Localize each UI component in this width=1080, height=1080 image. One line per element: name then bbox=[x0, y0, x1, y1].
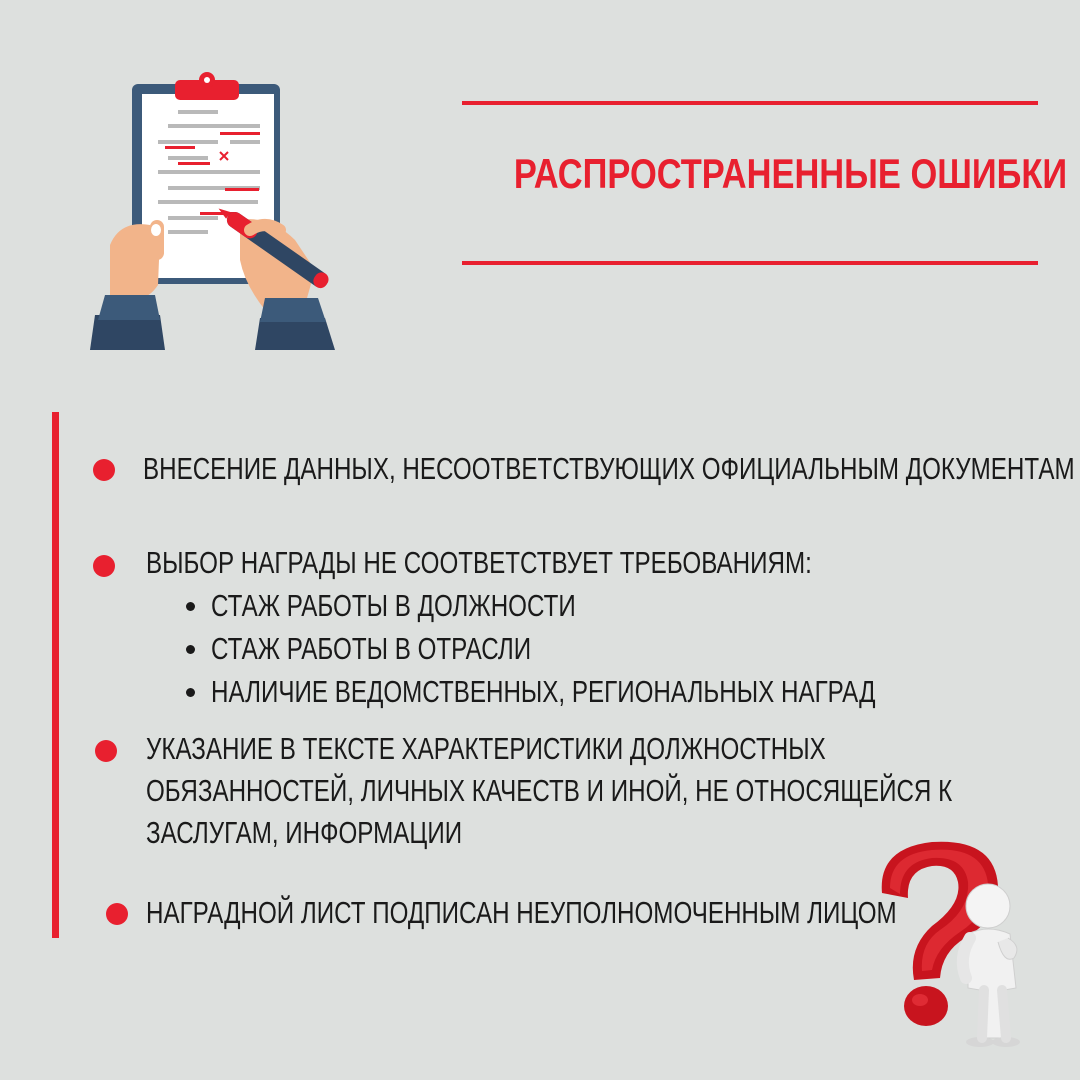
question-mark-person-icon bbox=[870, 838, 1060, 1050]
page-title: РАСПРОСТРАНЕННЫЕ ОШИБКИ bbox=[513, 150, 1068, 197]
sub-list-item-text: СТАЖ РАБОТЫ В ДОЛЖНОСТИ bbox=[211, 588, 576, 623]
bullet-dot bbox=[93, 555, 115, 577]
sub-list-item-text: СТАЖ РАБОТЫ В ОТРАСЛИ bbox=[211, 631, 532, 666]
list-item-text: НАГРАДНОЙ ЛИСТ ПОДПИСАН НЕУПОЛНОМОЧЕННЫМ ЛИЦОМ bbox=[146, 895, 897, 930]
sub-list-item bbox=[211, 670, 1063, 714]
title-top-rule bbox=[462, 101, 1038, 105]
sub-bullet-dot bbox=[186, 645, 195, 654]
list-item-continuation bbox=[146, 811, 551, 855]
title-bottom-rule bbox=[462, 261, 1038, 265]
list-item bbox=[146, 727, 1017, 771]
list-item-text-line: УКАЗАНИЕ В ТЕКСТЕ ХАРАКТЕРИСТИКИ ДОЛЖНОСТНЫХ bbox=[146, 731, 826, 766]
clipboard-hands-pen-icon bbox=[90, 70, 350, 355]
bullet-dot bbox=[95, 740, 117, 762]
list-item-text-line: ЗАСЛУГАМ, ИНФОРМАЦИИ bbox=[146, 815, 463, 850]
left-accent-bar bbox=[52, 412, 59, 938]
list-item-text: ВЫБОР НАГРАДЫ НЕ СООТВЕТСТВУЕТ ТРЕБОВАНИЯМ: bbox=[146, 545, 812, 580]
sub-list-item bbox=[211, 584, 679, 628]
list-item bbox=[143, 447, 1080, 491]
sub-bullet-dot bbox=[186, 602, 195, 611]
list-item-continuation bbox=[146, 769, 1080, 813]
list-item-text: ВНЕСЕНИЕ ДАННЫХ, НЕСООТВЕТСТВУЮЩИХ ОФИЦИАЛЬНЫМ ДОКУМЕНТАМ bbox=[143, 451, 1075, 486]
bullet-dot bbox=[106, 903, 128, 925]
bullet-dot bbox=[93, 459, 115, 481]
list-item bbox=[146, 541, 1000, 585]
sub-list-item-text: НАЛИЧИЕ ВЕДОМСТВЕННЫХ, РЕГИОНАЛЬНЫХ НАГРАД bbox=[211, 674, 876, 709]
sub-bullet-dot bbox=[186, 688, 195, 697]
sub-list-item bbox=[211, 627, 621, 671]
list-item-text-line: ОБЯЗАННОСТЕЙ, ЛИЧНЫХ КАЧЕСТВ И ИНОЙ, НЕ ОТНОСЯЩЕЙСЯ К bbox=[146, 773, 953, 808]
